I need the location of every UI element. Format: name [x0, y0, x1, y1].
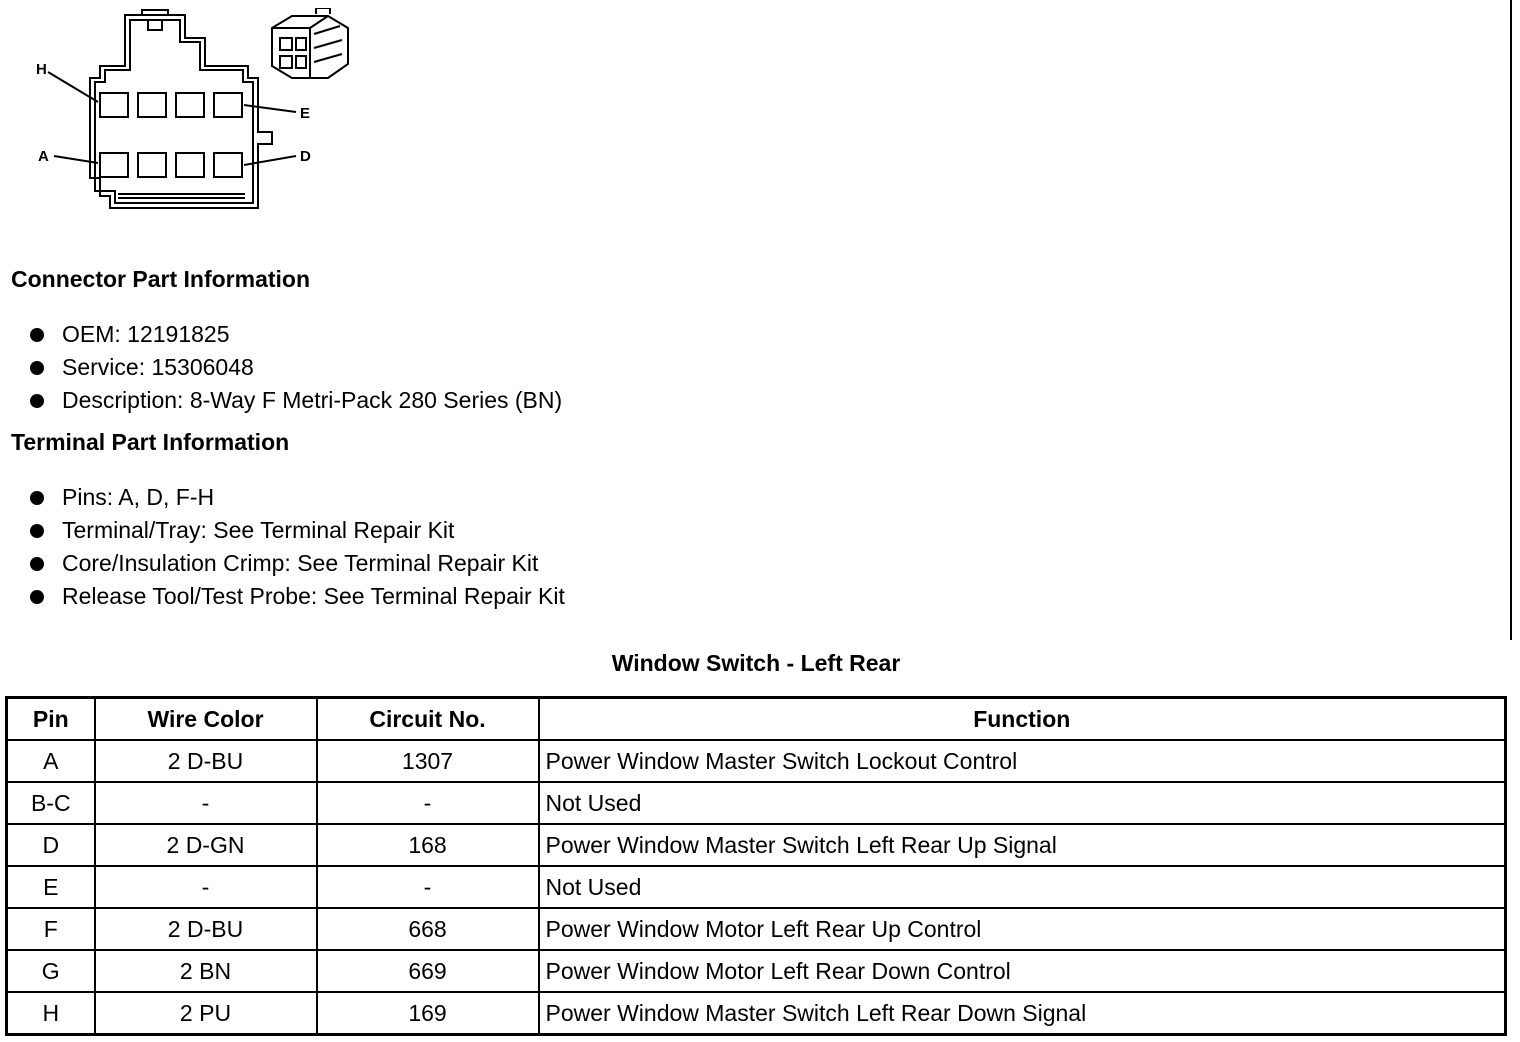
cell-pin: F — [7, 908, 95, 950]
list-item-text: Pins: A, D, F-H — [62, 484, 215, 510]
cell-wire-color: 2 BN — [95, 950, 317, 992]
bullet-icon — [30, 328, 44, 342]
table-row — [7, 992, 1506, 1035]
cavity-bottom-3 — [176, 153, 204, 177]
cell-function: Power Window Motor Left Rear Down Control — [539, 950, 1506, 992]
list-item-text: Service: 15306048 — [62, 354, 254, 380]
list-item-text: Terminal/Tray: See Terminal Repair Kit — [62, 517, 455, 543]
bullet-icon — [30, 557, 44, 571]
table-header-row — [7, 698, 1506, 741]
cell-pin: H — [7, 992, 95, 1035]
cell-wire-color: - — [95, 782, 317, 824]
list-item — [28, 514, 565, 547]
cavity-bottom-1 — [100, 153, 128, 177]
connector-info-title: Connector Part Information — [11, 266, 311, 292]
header-wire-color: Wire Color — [95, 698, 317, 741]
leader-d — [244, 156, 296, 165]
bullet-icon — [30, 491, 44, 505]
table-row — [7, 824, 1506, 866]
cell-function: Power Window Master Switch Left Rear Up Signal — [539, 824, 1506, 866]
cell-wire-color: - — [95, 866, 317, 908]
cavity-bottom-2 — [138, 153, 166, 177]
connector-face-svg — [30, 8, 370, 218]
cavity-top-3 — [176, 93, 204, 117]
list-item — [28, 547, 565, 580]
table-row — [7, 866, 1506, 908]
cell-wire-color: 2 D-BU — [95, 908, 317, 950]
bullet-icon — [30, 361, 44, 375]
list-item — [28, 580, 565, 613]
cell-wire-color: 2 PU — [95, 992, 317, 1035]
leader-a — [54, 156, 98, 163]
connector-bottom-rail — [118, 194, 245, 198]
connector-info-list — [28, 318, 562, 417]
list-item — [28, 318, 562, 351]
list-item-text: OEM: 12191825 — [62, 321, 230, 347]
pin-label-d: D — [300, 148, 311, 165]
cell-function: Not Used — [539, 866, 1506, 908]
list-item-text: Release Tool/Test Probe: See Terminal Repair Kit — [62, 583, 565, 609]
list-item — [28, 481, 565, 514]
header-function: Function — [539, 698, 1506, 741]
cell-pin: G — [7, 950, 95, 992]
table-caption: Window Switch - Left Rear — [611, 650, 901, 676]
pin-label-e: E — [300, 105, 311, 122]
connector-outline — [90, 15, 272, 208]
cell-pin: D — [7, 824, 95, 866]
table-row — [7, 740, 1506, 782]
cell-circuit-no: 169 — [317, 992, 539, 1035]
table-row — [7, 950, 1506, 992]
table-row — [7, 908, 1506, 950]
cell-function: Power Window Master Switch Lockout Control — [539, 740, 1506, 782]
list-item-text: Core/Insulation Crimp: See Terminal Repair Kit — [62, 550, 539, 576]
header-pin: Pin — [7, 698, 95, 741]
page-right-border — [1510, 0, 1512, 640]
bullet-icon — [30, 524, 44, 538]
cell-pin: E — [7, 866, 95, 908]
cell-circuit-no: - — [317, 782, 539, 824]
cell-wire-color: 2 D-GN — [95, 824, 317, 866]
cavity-bottom-4 — [214, 153, 242, 177]
cell-circuit-no: 669 — [317, 950, 539, 992]
cell-function: Power Window Motor Left Rear Up Control — [539, 908, 1506, 950]
cell-function: Not Used — [539, 782, 1506, 824]
header-circuit-no: Circuit No. — [317, 698, 539, 741]
pin-label-a: A — [38, 148, 49, 165]
cavity-top-4 — [214, 93, 242, 117]
cell-circuit-no: 1307 — [317, 740, 539, 782]
terminal-info-list — [28, 481, 565, 613]
cell-wire-color: 2 D-BU — [95, 740, 317, 782]
cell-function: Power Window Master Switch Left Rear Down Signal — [539, 992, 1506, 1035]
list-item — [28, 351, 562, 384]
connector-inner-outline — [95, 20, 253, 203]
pinout-table — [5, 696, 1507, 1036]
bullet-icon — [30, 394, 44, 408]
cell-circuit-no: - — [317, 866, 539, 908]
cavity-top-2 — [138, 93, 166, 117]
cell-circuit-no: 168 — [317, 824, 539, 866]
connector-3d-icon — [272, 8, 348, 78]
cavity-top-1 — [100, 93, 128, 117]
leader-e — [244, 105, 296, 112]
list-item — [28, 384, 562, 417]
terminal-info-title: Terminal Part Information — [11, 429, 290, 455]
cell-pin: B-C — [7, 782, 95, 824]
cell-circuit-no: 668 — [317, 908, 539, 950]
pin-label-h: H — [36, 61, 47, 78]
list-item-text: Description: 8-Way F Metri-Pack 280 Series (BN) — [62, 387, 563, 413]
connector-face-diagram — [30, 8, 370, 218]
bullet-icon — [30, 590, 44, 604]
table-row — [7, 782, 1506, 824]
cell-pin: A — [7, 740, 95, 782]
